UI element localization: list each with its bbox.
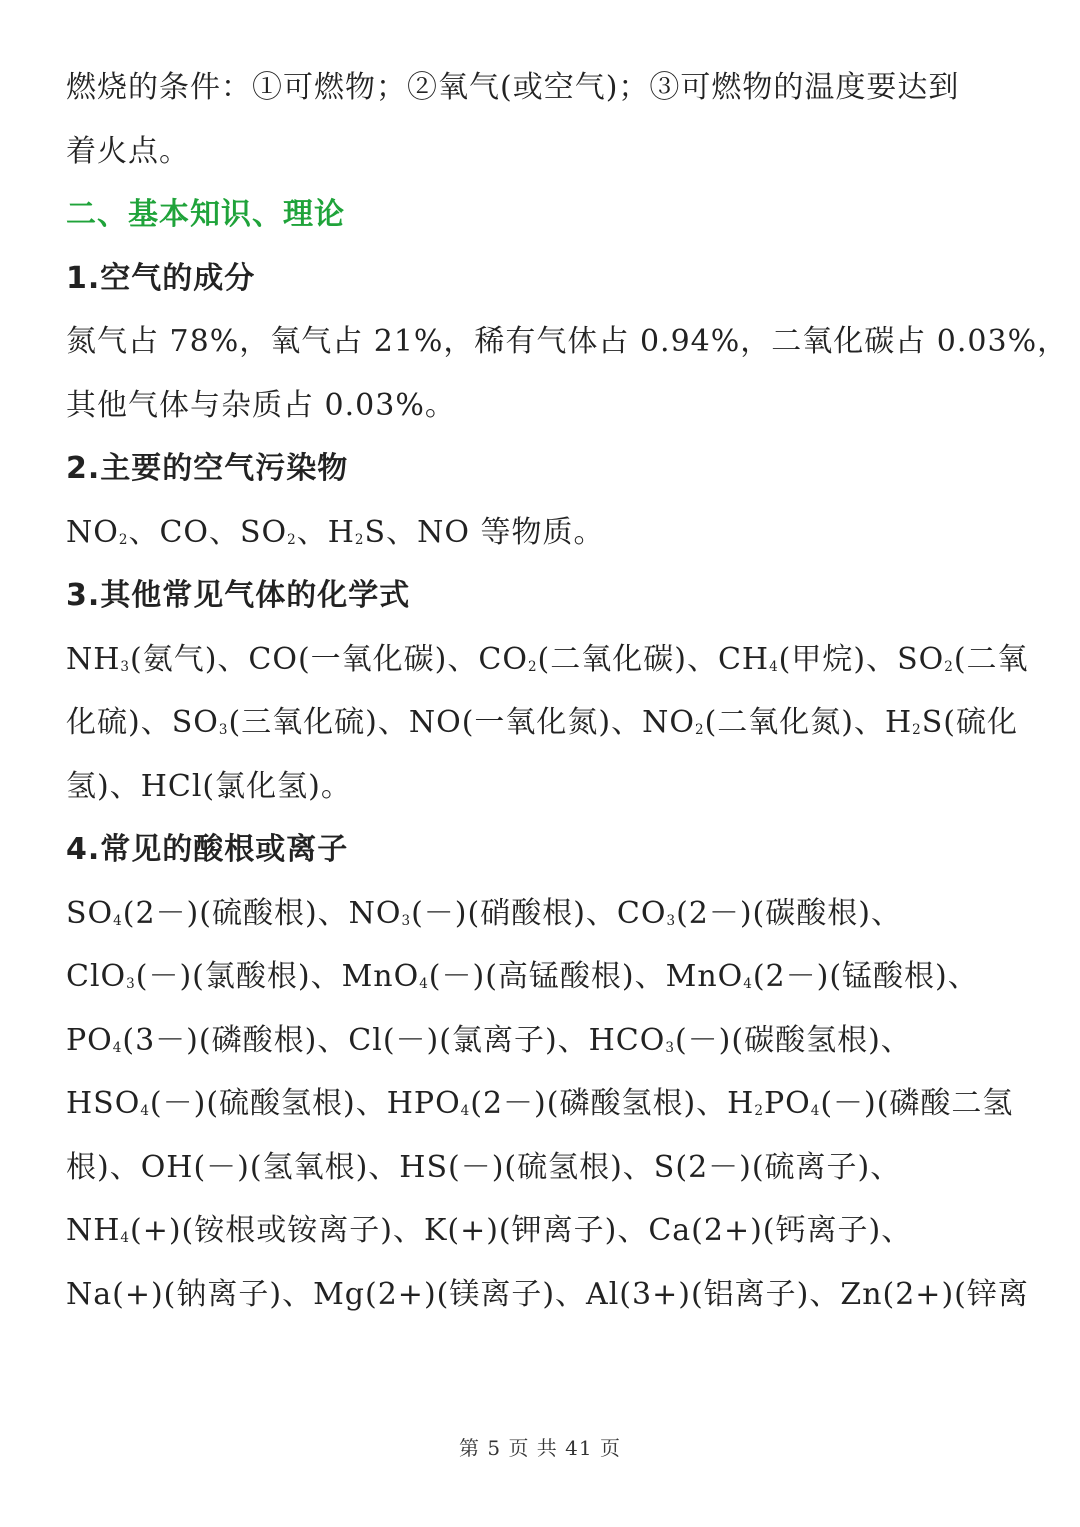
formula-subscript: 3 [666, 912, 677, 929]
formula-subscript: 4 [419, 976, 429, 993]
formula-subscript: 2 [912, 722, 922, 739]
air-pollutants-line-1 [66, 501, 1016, 565]
formula-text: NH [66, 1213, 121, 1248]
formula-text: (二氧 [953, 641, 1029, 677]
formula-text: 、H [296, 514, 355, 550]
formula-subscript: 4 [769, 658, 779, 675]
formula-text: NO [66, 514, 119, 550]
formula-text: (2－)(碳酸根)、 [676, 895, 902, 931]
formula-text: (二氧化碳)、CH [537, 641, 770, 677]
formula-text: (二氧化氮)、H [704, 705, 913, 740]
formula-subscript: 4 [113, 912, 123, 929]
formula-text: 化硫)、SO [66, 705, 219, 740]
air-composition-line-2: 其他气体与杂质占 0.03%。 [66, 387, 456, 423]
formula-text: (+)(铵根或铵离子)、K(+)(钾离子)、Ca(2+)(钙离子)、 [130, 1213, 913, 1248]
formula-text: (2－)(硫酸根)、NO [122, 895, 402, 931]
formula-text: S(硫化 [921, 705, 1018, 740]
formula-subscript: 2 [354, 531, 365, 548]
page-number-footer: 第 5 页 共 41 页 [459, 1436, 621, 1460]
gas-formulas-line-1 [66, 628, 1029, 692]
formula-text: (－)(硫酸氢根)、HPO [149, 1086, 461, 1121]
air-composition-line-1: 氮气占 78%，氧气占 21%，稀有气体占 0.94%，二氧化碳占 0.03%， [66, 324, 1069, 359]
formula-subscript: 3 [401, 912, 412, 929]
formula-subscript: 4 [460, 1103, 471, 1120]
formula-text: (甲烷)、SO [778, 641, 945, 677]
formula-subscript: 3 [126, 976, 136, 993]
ions-line-2 [66, 945, 1016, 1009]
section-heading: 二、基本知识、理论 [66, 197, 345, 232]
formula-subscript: 3 [665, 1039, 675, 1056]
formula-text: (－)(高锰酸根)、MnO [428, 959, 744, 994]
formula-text: (3－)(磷酸根)、Cl(－)(氯离子)、HCO [122, 1022, 666, 1058]
ions-line-6 [66, 1199, 1016, 1263]
formula-text: (－)(碳酸氢根)、 [674, 1022, 912, 1058]
formula-text: 、CO、SO [128, 514, 288, 550]
subheading-acid-radicals-ions: 4.常见的酸根或离子 [66, 832, 349, 867]
formula-text: S、NO 等物质。 [364, 514, 605, 550]
formula-subscript: 2 [944, 658, 954, 675]
formula-text: SO [66, 895, 114, 931]
subheading-gas-formulas: 3.其他常见气体的化学式 [66, 578, 411, 613]
ions-line-4 [66, 1072, 1016, 1136]
subheading-air-composition: 1.空气的成分 [66, 260, 256, 296]
formula-text: (－)(硝酸根)、CO [411, 895, 667, 931]
formula-subscript: 3 [218, 722, 229, 739]
intro-line-1: 燃烧的条件：①可燃物；②氧气(或空气)；③可燃物的温度要达到 [66, 70, 960, 105]
ions-line-3 [66, 1009, 1016, 1073]
gas-formulas-line-2 [66, 691, 1016, 755]
formula-text: (三氧化硫)、NO(一氧化氮)、NO [228, 705, 695, 740]
formula-subscript: 4 [112, 1039, 123, 1056]
formula-text: HSO [66, 1086, 141, 1121]
formula-text: (氨气)、CO(一氧化碳)、CO [130, 641, 528, 677]
formula-subscript: 2 [754, 1103, 764, 1120]
ions-line-7: Na(+)(钠离子)、Mg(2+)(镁离子)、Al(3+)(铝离子)、Zn(2+)(锌离 [66, 1276, 1029, 1312]
formula-subscript: 3 [120, 658, 131, 675]
gas-formulas-line-3: 氢)、HCl(氯化氢)。 [66, 768, 352, 804]
formula-subscript: 2 [118, 531, 129, 548]
formula-text: ClO [66, 959, 127, 994]
formula-subscript: 4 [120, 1230, 131, 1247]
formula-text: (2－)(磷酸氢根)、H [470, 1086, 755, 1121]
formula-subscript: 2 [694, 722, 705, 739]
subheading-air-pollutants: 2.主要的空气污染物 [66, 451, 349, 486]
formula-text: PO [66, 1022, 113, 1058]
intro-line-2: 着火点。 [66, 133, 190, 169]
formula-text: PO [763, 1086, 811, 1121]
ions-line-1 [66, 882, 1016, 946]
formula-text: (－)(氯酸根)、MnO [135, 959, 420, 994]
formula-subscript: 2 [527, 658, 538, 675]
formula-text: (2－)(锰酸根)、 [752, 959, 979, 994]
formula-text: (－)(磷酸二氢 [820, 1086, 1014, 1121]
formula-text: NH [66, 641, 121, 677]
formula-subscript: 4 [810, 1103, 821, 1120]
formula-subscript: 2 [287, 531, 297, 548]
formula-subscript: 4 [140, 1103, 150, 1120]
ions-line-5: 根)、OH(－)(氢氧根)、HS(－)(硫氢根)、S(2－)(硫离子)、 [66, 1149, 902, 1185]
formula-subscript: 4 [743, 976, 753, 993]
document-page [66, 56, 1069, 1326]
